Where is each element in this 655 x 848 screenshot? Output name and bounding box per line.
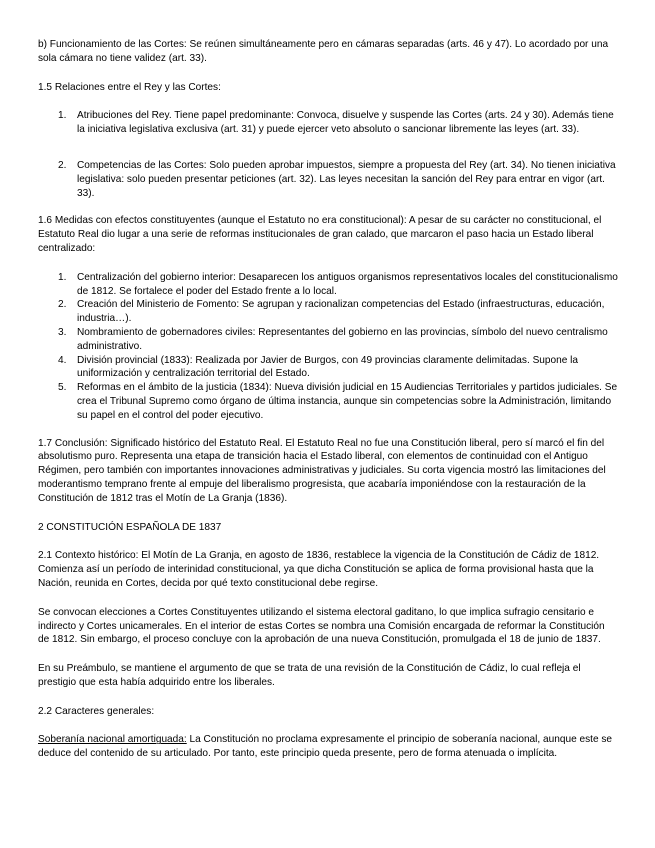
soberania-text: La Constitución no proclama expresamente el principio de soberanía nacional, aunque este se deduce del contenido de su articulado. Por tanto, este principio queda presente, pero de forma atenuada o implícita. [38,734,613,760]
list-item [38,159,618,200]
paragraph-convocatoria: Se convocan elecciones a Cortes Constituyentes utilizando el sistema electoral gaditano, lo que implica sufragio censitario e indirecto y Cortes unicamerales. En el interior de estas Cortes se nombra una Comisión encargada de reformar la Constitución de 1812. Sin embargo, el proceso concluye con la aprobación de una nueva Constitución, promulgada el 18 de junio de 1837. [38,606,605,646]
document-page [38,38,618,761]
list-item-text: Creación del Ministerio de Fomento: Se agrupan y racionalizan competencias del Estado (infraestructuras, educación, industria…). [77,299,605,325]
list-item [38,271,618,299]
paragraph-2-1: 2.1 Contexto histórico: El Motín de La Granja, en agosto de 1836, restablece la vigencia de la Constitución de Cádiz de 1812. Comienza así un período de interinidad constitucional, ya que dicha Constitución se aplica de forma provisional hasta que la Nación, reunida en Cortes, decida por qué texto constitucional debe regirse. [38,550,600,589]
heading-2: 2 CONSTITUCIÓN ESPAÑOLA DE 1837 [38,521,222,533]
list-number: 5. [58,382,67,394]
list-number: 3. [58,326,67,338]
list-item [38,381,618,422]
list-item-text: Centralización del gobierno interior: Desaparecen los antiguos organismos representativos locales del constitucionalismo de 1812. Se fortalece el poder del Estado frente a lo local. [77,271,618,297]
list-number: 1. [58,271,67,283]
list-item [38,109,618,137]
paragraph-cortes-funcionamiento: b) Funcionamiento de las Cortes: Se reúnen simultáneamente pero en cámaras separadas (arts. 46 y 47). Lo acordado por una sola cámara no tiene validez (art. 33). [38,39,609,64]
list-item-text: Nombramiento de gobernadores civiles: Representantes del gobierno en las provincias, símbolo del nuevo centralismo administrativo. [77,326,608,352]
paragraph-1-7: 1.7 Conclusión: Significado histórico del Estatuto Real. El Estatuto Real no fue una Constitución liberal, pero sí marcó el fin del absolutismo puro. Representa una etapa de transición hacia el Estado liberal, con elementos de continuidad con el Antiguo Régimen, pero también con importantes innovaciones administrativas y judiciales. Su corta vigencia mostró las limitaciones del moderantismo temprano frente al empuje del liberalismo progresista, que acabaría imponiéndose con la restauración de la Constitución de 1812 tras el Motín de La Granja (1836). [38,437,606,504]
list-item [38,298,618,326]
list-item-text: División provincial (1833): Realizada por Javier de Burgos, con 49 provincias claramente delimitadas. Supone la uniformización y centralización territorial del Estado. [77,354,579,380]
list-number: 2. [58,159,67,171]
list-item [38,326,618,354]
list-medidas-constituyentes [38,271,618,423]
list-relaciones-rey-cortes [38,109,618,200]
list-number: 1. [58,110,67,122]
paragraph-1-6: 1.6 Medidas con efectos constituyentes (aunque el Estatuto no era constitucional): A pesar de su carácter no constitucional, el Estatuto Real dio lugar a una serie de reformas institucionales de gran calado, que marcaron el paso hacia un Estado liberal centralizado: [38,215,602,254]
list-item [38,354,618,382]
paragraph-preambulo: En su Preámbulo, se mantiene el argumento de que se trata de una revisión de la Constitución de Cádiz, lo cual refleja el prestigio que esta había adquirido entre los liberales. [38,663,581,688]
list-item-text: Reformas en el ámbito de la justicia (1834): Nueva división judicial en 15 Audiencias Territoriales y partidos judiciales. Se crea el Tribunal Supremo como órgano de última instancia, aunque sin competencias sobre la Administración, limitando su papel en el control del poder ejecutivo. [77,382,618,421]
heading-1-5: 1.5 Relaciones entre el Rey y las Cortes: [38,81,221,93]
list-item-text: Competencias de las Cortes: Solo pueden aprobar impuestos, siempre a propuesta del Rey (art. 34). No tienen iniciativa legislativa: solo pueden presentar peticiones (art. 32). Las leyes necesitan la sanción del Rey para entrar en vigor (art. 33). [77,159,616,199]
list-number: 2. [58,299,67,311]
paragraph-soberania [38,733,618,761]
heading-2-2: 2.2 Caracteres generales: [38,705,155,717]
list-number: 4. [58,354,67,366]
soberania-label: Soberanía nacional amortiguada: [38,734,187,746]
list-item-text: Atribuciones del Rey. Tiene papel predominante: Convoca, disuelve y suspende las Cortes (arts. 24 y 30). Además tiene la iniciativa legislativa exclusiva (art. 31) y puede ejercer veto absoluto o sancionar libremente las leyes (art. 33). [77,110,614,136]
